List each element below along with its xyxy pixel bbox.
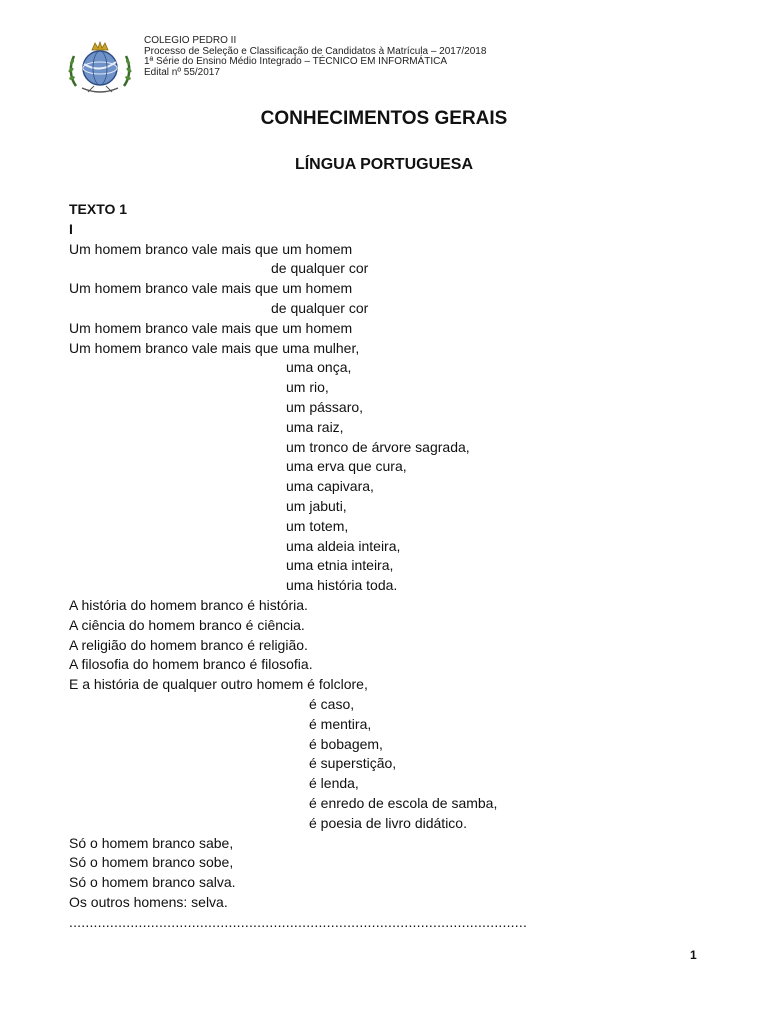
poem-line: Só o homem branco sobe, xyxy=(69,854,234,871)
dotted-separator: ................................................................................................................ xyxy=(69,913,528,930)
poem-line: Só o homem branco sabe, xyxy=(69,834,234,851)
poem-line: de qualquer cor xyxy=(271,260,369,277)
poem-line: uma onça, xyxy=(286,359,352,376)
selection-process: Processo de Seleção e Classificação de Candidatos à Matrícula – 2017/2018 xyxy=(144,45,487,57)
poem-line: A filosofia do homem branco é filosofia. xyxy=(69,656,313,673)
poem-line: E a história de qualquer outro homem é folclore, xyxy=(69,676,368,693)
poem-line: Os outros homens: selva. xyxy=(69,893,228,910)
section-title: CONHECIMENTOS GERAIS xyxy=(260,108,508,129)
poem-line: uma raiz, xyxy=(286,418,344,435)
poem-line: Um homem branco vale mais que um homem xyxy=(69,280,353,297)
poem-line: Só o homem branco salva. xyxy=(69,874,236,891)
page-header xyxy=(68,36,688,98)
poem-line: um totem, xyxy=(286,517,349,534)
poem-line: de qualquer cor xyxy=(271,299,369,316)
poem-line: é caso, xyxy=(309,695,355,712)
text-label: TEXTO 1 xyxy=(69,201,128,217)
school-crest-icon xyxy=(68,40,132,98)
text-part: I xyxy=(69,220,73,237)
poem-line: é mentira, xyxy=(309,715,372,732)
poem-line: uma capivara, xyxy=(286,478,374,495)
poem-line: uma erva que cura, xyxy=(286,458,407,475)
poem-line: uma etnia inteira, xyxy=(286,557,394,574)
subject-title: LÍNGUA PORTUGUESA xyxy=(294,156,474,173)
poem-line: A religião do homem branco é religião. xyxy=(69,636,308,653)
poem-line: A ciência do homem branco é ciência. xyxy=(69,616,305,633)
poem-line: um rio, xyxy=(286,379,329,396)
edital-number: Edital nº 55/2017 xyxy=(144,66,220,78)
page-number: 1 xyxy=(690,948,697,962)
poem-line: é superstição, xyxy=(309,755,397,772)
poem-line: um pássaro, xyxy=(286,398,364,415)
poem-line: um tronco de árvore sagrada, xyxy=(286,438,470,455)
poem-line: uma história toda. xyxy=(286,577,398,594)
header-text xyxy=(144,36,486,78)
poem-line: Um homem branco vale mais que uma mulher, xyxy=(69,339,360,356)
poem-line: Um homem branco vale mais que um homem xyxy=(69,240,353,257)
poem-line: é enredo de escola de samba, xyxy=(309,794,498,811)
course-name: 1ª Série do Ensino Médio Integrado – TÉCNICO EM INFORMÁTICA xyxy=(144,56,448,68)
poem-line: é lenda, xyxy=(309,775,359,792)
poem-line: um jabuti, xyxy=(286,497,347,514)
poem-line: é poesia de livro didático. xyxy=(309,814,467,831)
poem-line: A história do homem branco é história. xyxy=(69,596,308,613)
poem-line: uma aldeia inteira, xyxy=(286,537,401,554)
poem-line: Um homem branco vale mais que um homem xyxy=(69,319,353,336)
poem-line: é bobagem, xyxy=(309,735,383,752)
poem-text xyxy=(69,200,709,932)
institution-name: COLEGIO PEDRO II xyxy=(144,35,237,46)
